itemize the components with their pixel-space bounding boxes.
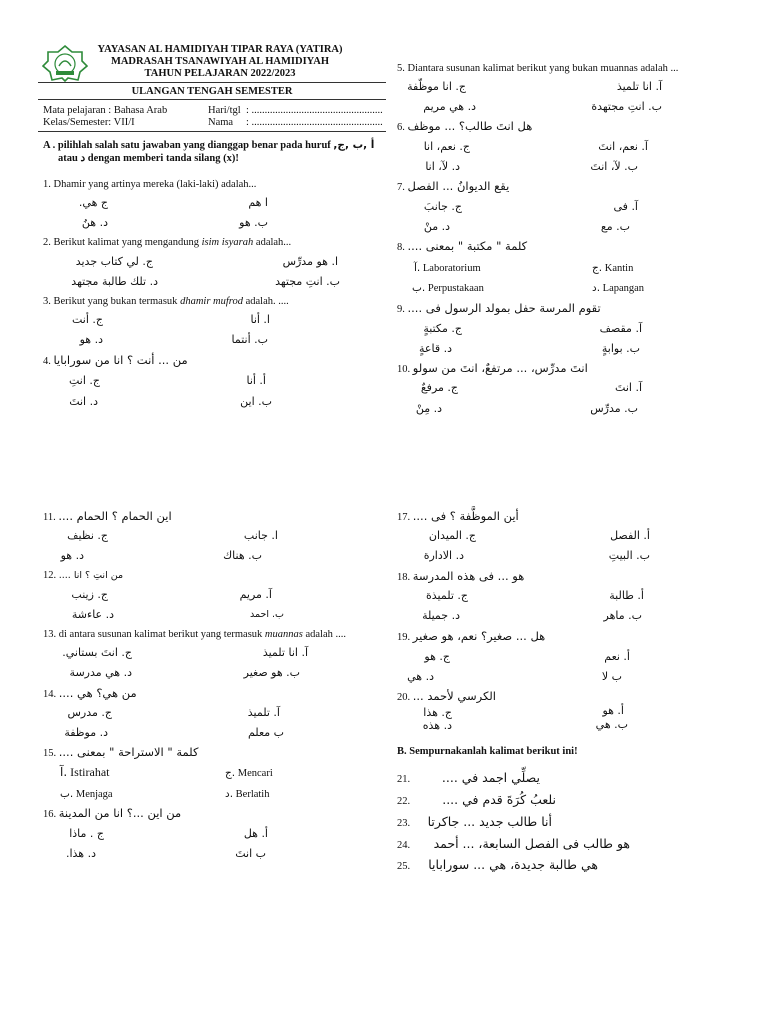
option-text: Mencari <box>237 768 273 779</box>
option-c[interactable]: ج. انتِ <box>68 374 100 387</box>
essay-item: أنا طالب جديد ... جاكرتا <box>427 814 552 829</box>
option-d[interactable] <box>592 282 644 295</box>
question-text: هو ... فى هذه المدرسة <box>412 569 525 583</box>
section-b-title: B. Sempurnakanlah kalimat berikut ini! <box>397 746 578 757</box>
option-letter: آ. <box>414 262 421 274</box>
question-11 <box>43 510 172 524</box>
option-a[interactable]: أ. طالبة <box>609 589 644 602</box>
question-text: يقع الديوانُ ... الفصل <box>407 179 510 193</box>
essay-number: 24. <box>397 840 411 851</box>
option-d[interactable]: د. هي مريم <box>423 100 476 113</box>
option-a[interactable] <box>414 262 481 275</box>
option-b[interactable]: ب. انتِ مجتهد <box>275 275 340 288</box>
option-c[interactable] <box>592 262 633 275</box>
exam-title: ULANGAN TENGAH SEMESTER <box>131 86 293 97</box>
option-b[interactable]: ب. مع <box>600 220 630 233</box>
date-field[interactable]: : .................................................. <box>246 105 383 116</box>
question-text: هل ... صغير؟ نعم، هو صغير <box>412 629 546 643</box>
question-number: 4. <box>43 356 51 367</box>
option-b[interactable]: ب. احمد <box>250 609 284 620</box>
option-d[interactable]: د. جميلة <box>422 609 460 622</box>
question-16 <box>43 807 181 821</box>
option-c[interactable]: ج. مدرس <box>67 706 112 719</box>
question-number: 15. <box>43 748 57 759</box>
subject-label: Mata pelajaran : Bahasa Arab <box>43 105 168 116</box>
option-letter: د. <box>592 282 601 294</box>
question-term: dhamir mufrod <box>180 296 243 307</box>
essay-item: هو طالب فى الفصل السابعة، ... أحمد <box>433 836 630 851</box>
question-number: 14. <box>43 689 57 700</box>
question-text: adalah. .... <box>242 296 289 307</box>
option-d[interactable]: د. منْ <box>423 220 450 233</box>
question-text: من اين ...؟ انا من المدينة <box>58 806 182 820</box>
question-number: 20. <box>397 692 411 703</box>
option-c[interactable]: ج. جانبَ <box>423 200 462 213</box>
option-d[interactable]: د. الادارة <box>423 549 464 562</box>
question-18 <box>397 570 524 584</box>
question-text: أين الموظَّفة ؟ فى .... <box>412 509 519 523</box>
option-b[interactable]: ب. البيتِ <box>608 549 650 562</box>
option-d[interactable]: د. تلك طالبة مجتهد <box>71 275 158 288</box>
question-number: 16. <box>43 809 57 820</box>
option-d[interactable]: د. مِنْ <box>415 402 442 415</box>
option-d[interactable]: د. هي مدرسة <box>69 666 132 679</box>
option-c[interactable]: ج. هو <box>424 650 450 663</box>
option-c[interactable]: ج. لي كتاب جديد <box>75 255 153 268</box>
question-number: 12. <box>43 570 57 581</box>
option-b[interactable]: ب. انتِ مجتهدة <box>591 100 662 113</box>
option-b[interactable]: ب. بوابةٍ <box>601 342 640 355</box>
essay-number: 25. <box>397 861 411 872</box>
option-a[interactable]: أ. هو <box>602 704 624 717</box>
option-text: Lapangan <box>602 283 645 294</box>
option-d[interactable]: د. هنُ <box>81 216 108 229</box>
question-20 <box>397 690 496 704</box>
foundation-name: YAYASAN AL HAMIDIYAH TIPAR RAYA (YATIRA) <box>97 44 343 55</box>
option-d[interactable]: د. هي <box>407 670 434 683</box>
question-12 <box>43 569 123 582</box>
option-c[interactable]: ج. مكتبةٍ <box>423 322 462 335</box>
question-2 <box>43 236 291 249</box>
option-c[interactable]: ج. انتَ بستاني. <box>62 646 132 659</box>
option-b[interactable] <box>412 282 484 295</box>
question-19 <box>397 630 545 644</box>
question-text: كلمة " مكتبة " بمعنى .... <box>407 239 528 253</box>
section-a-instruction <box>43 139 374 152</box>
option-c[interactable]: ج . ماذا <box>69 827 104 840</box>
school-name: MADRASAH TSANAWIYAH AL HAMIDIYAH <box>110 56 330 67</box>
question-text: الكرسي لأحمد ... <box>412 689 496 703</box>
question-number: 7. <box>397 182 405 193</box>
option-b[interactable]: ب. اين <box>240 395 272 408</box>
question-text: adalah .... <box>302 629 346 640</box>
option-a[interactable]: آ. فى <box>613 200 638 213</box>
question-number: 19. <box>397 632 411 643</box>
essay-item: نلعبُ كُرَةَ قدم في .... <box>442 792 556 807</box>
option-a[interactable]: آ. تلميذ <box>247 706 280 719</box>
option-d[interactable]: د. لآ، انا <box>425 160 460 173</box>
option-text: Menjaga <box>75 789 113 800</box>
option-c[interactable]: ج. مرفعٌ <box>420 381 458 394</box>
essay-number: 22. <box>397 796 411 807</box>
question-number: 18. <box>397 572 411 583</box>
option-letter: ب. <box>412 282 426 294</box>
date-label: Hari/tgl <box>208 105 241 116</box>
question-text: 2. Berikut kalimat yang mengandung <box>43 237 202 248</box>
option-c[interactable]: ج. هذا <box>423 706 452 719</box>
option-d[interactable]: د. هو <box>60 549 84 562</box>
option-b[interactable]: ب. أنتما <box>231 333 268 346</box>
option-a[interactable]: أ. الفصل <box>610 529 650 542</box>
question-text: adalah... <box>253 237 292 248</box>
option-a[interactable]: أ. نعم <box>604 650 630 663</box>
option-a[interactable]: آ. نعم، انتَ <box>598 140 648 153</box>
option-c[interactable]: ج. نظيف <box>67 529 108 542</box>
option-d[interactable]: د. هذه <box>422 719 452 732</box>
title-divider <box>38 99 386 100</box>
option-text: Berlatih <box>235 789 270 800</box>
question-1: 1. Dhamir yang artinya mereka (laki-laki) adalah... <box>43 179 257 190</box>
option-a[interactable]: أ. أنا <box>246 374 266 387</box>
option-b[interactable]: ب. هو <box>239 216 268 229</box>
option-b[interactable]: ب. ماهر <box>603 609 642 622</box>
option-c[interactable]: ج هي. <box>78 196 108 209</box>
option-a[interactable]: أ. هل <box>243 827 268 840</box>
question-text: من انتِ ؟ انا .... <box>58 570 124 581</box>
class-label: Kelas/Semester: VII/I <box>43 117 135 128</box>
question-15 <box>43 746 198 760</box>
question-4 <box>43 354 188 368</box>
question-6 <box>397 120 532 134</box>
option-letter: د. <box>225 788 234 800</box>
question-text: من هي؟ هي .... <box>58 686 137 700</box>
option-letter: آ. <box>60 765 68 779</box>
option-c[interactable]: ج. أنت <box>71 313 103 326</box>
option-b[interactable]: ب. لآ، انتَ <box>590 160 638 173</box>
option-b[interactable]: ب معلم <box>247 726 284 739</box>
question-10 <box>397 362 588 376</box>
option-b[interactable]: ب لا <box>601 670 622 683</box>
option-a[interactable]: آ. انا تلميذ <box>262 646 308 659</box>
option-text: Istirahat <box>70 765 110 779</box>
question-number: 11. <box>43 512 56 523</box>
question-text: هل انتَ طالب؟ ... موظف <box>407 119 533 133</box>
option-letter: ب. <box>60 788 74 800</box>
option-b[interactable]: ب. مدرِّس <box>590 402 638 415</box>
essay-number: 21. <box>397 774 411 785</box>
question-7 <box>397 180 509 194</box>
question-9 <box>397 302 601 316</box>
option-text: Laboratorium <box>422 263 481 274</box>
option-b[interactable]: ب. هو صغير <box>243 666 300 679</box>
option-c[interactable]: ج. زينب <box>71 588 108 601</box>
question-term: muannas <box>264 629 303 640</box>
info-divider <box>38 131 386 132</box>
name-label: Nama <box>208 117 234 128</box>
option-a[interactable]: ا. جانب <box>243 529 278 542</box>
name-field[interactable]: : .................................................. <box>246 117 383 128</box>
option-c[interactable]: ج. الميدان <box>428 529 476 542</box>
option-d[interactable]: د. انتَ <box>69 395 98 408</box>
option-c[interactable]: ج. انا موظّفة <box>407 80 466 93</box>
option-d[interactable]: د. هذا. <box>65 847 96 860</box>
option-c[interactable] <box>225 767 273 780</box>
instruction-line1: A . pilihlah salah satu jawaban yang dianggap benar pada huruf <box>43 140 331 151</box>
option-d[interactable]: د. موظفة <box>64 726 108 739</box>
instruction-line2: atau د dengan memberi tanda silang (x)! <box>58 153 239 164</box>
question-number: 9. <box>397 304 405 315</box>
essay-item: هي طالبة جديدة، هي ... سورابايا <box>428 857 598 872</box>
option-a[interactable]: آ. انتَ <box>615 381 642 394</box>
option-d[interactable]: د. قاعةٍ <box>419 342 452 355</box>
question-8 <box>397 240 527 254</box>
question-14 <box>43 687 137 701</box>
option-b[interactable] <box>60 788 113 801</box>
option-d[interactable] <box>225 788 269 801</box>
question-17 <box>397 510 519 524</box>
option-letter: ج. <box>592 262 603 274</box>
instruction-letters: أ ,ب ,ج, <box>333 139 375 151</box>
option-letter: ج. <box>225 767 236 779</box>
academic-year: TAHUN PELAJARAN 2022/2023 <box>144 68 296 79</box>
question-text: اين الحمام ؟ الحمام .... <box>58 509 172 523</box>
option-c[interactable]: ج. تلميذة <box>425 589 468 602</box>
question-text: 3. Berikut yang bukan termasuk <box>43 296 181 307</box>
question-5: 5. Diantara susunan kalimat berikut yang bukan muannas adalah ... <box>397 63 679 74</box>
question-text: كلمة " الاستراحة " بمعنى .... <box>58 745 199 759</box>
option-d[interactable]: د. هو <box>79 333 103 346</box>
question-text: انتَ مدرِّس، ... مرتفعٌ، انتَ من سولو <box>412 361 588 375</box>
option-b[interactable]: ب. هي <box>595 718 628 731</box>
question-number: 8. <box>397 242 405 253</box>
question-3 <box>43 295 289 308</box>
option-a[interactable]: ا. هو مدرِّس <box>282 255 338 268</box>
question-text: تقوم المرسة حفل بمولد الرسول فى .... <box>407 301 601 315</box>
question-number: 6. <box>397 122 405 133</box>
option-text: Perpustakaan <box>427 283 484 294</box>
question-text: 13. di antara susunan kalimat berikut yang termasuk <box>43 629 265 640</box>
option-b[interactable]: ب. هناك <box>223 549 262 562</box>
option-b[interactable]: ب انتَ <box>235 847 266 860</box>
question-term: isim isyarah <box>201 237 254 248</box>
question-text: من ... أنت ؟ انا من سورابايا <box>53 353 188 367</box>
option-a[interactable]: آ. مريم <box>239 588 272 601</box>
option-a[interactable]: ا. أنا <box>250 313 270 326</box>
option-a[interactable] <box>60 766 110 779</box>
header-divider <box>38 82 386 83</box>
option-a[interactable]: آ. انا تلميذ <box>616 80 662 93</box>
option-a[interactable]: آ. مقصف <box>599 322 642 335</box>
essay-item: يصلِّي اجمد في .... <box>441 770 540 785</box>
question-number: 10. <box>397 364 411 375</box>
question-13 <box>43 628 346 641</box>
essay-number: 23. <box>397 818 411 829</box>
option-d[interactable]: د. عاءشة <box>71 608 114 621</box>
question-number: 17. <box>397 512 411 523</box>
option-a[interactable]: ا هم <box>248 196 268 209</box>
option-c[interactable]: ج. نعم، انا <box>423 140 470 153</box>
option-text: Kantin <box>604 263 634 274</box>
